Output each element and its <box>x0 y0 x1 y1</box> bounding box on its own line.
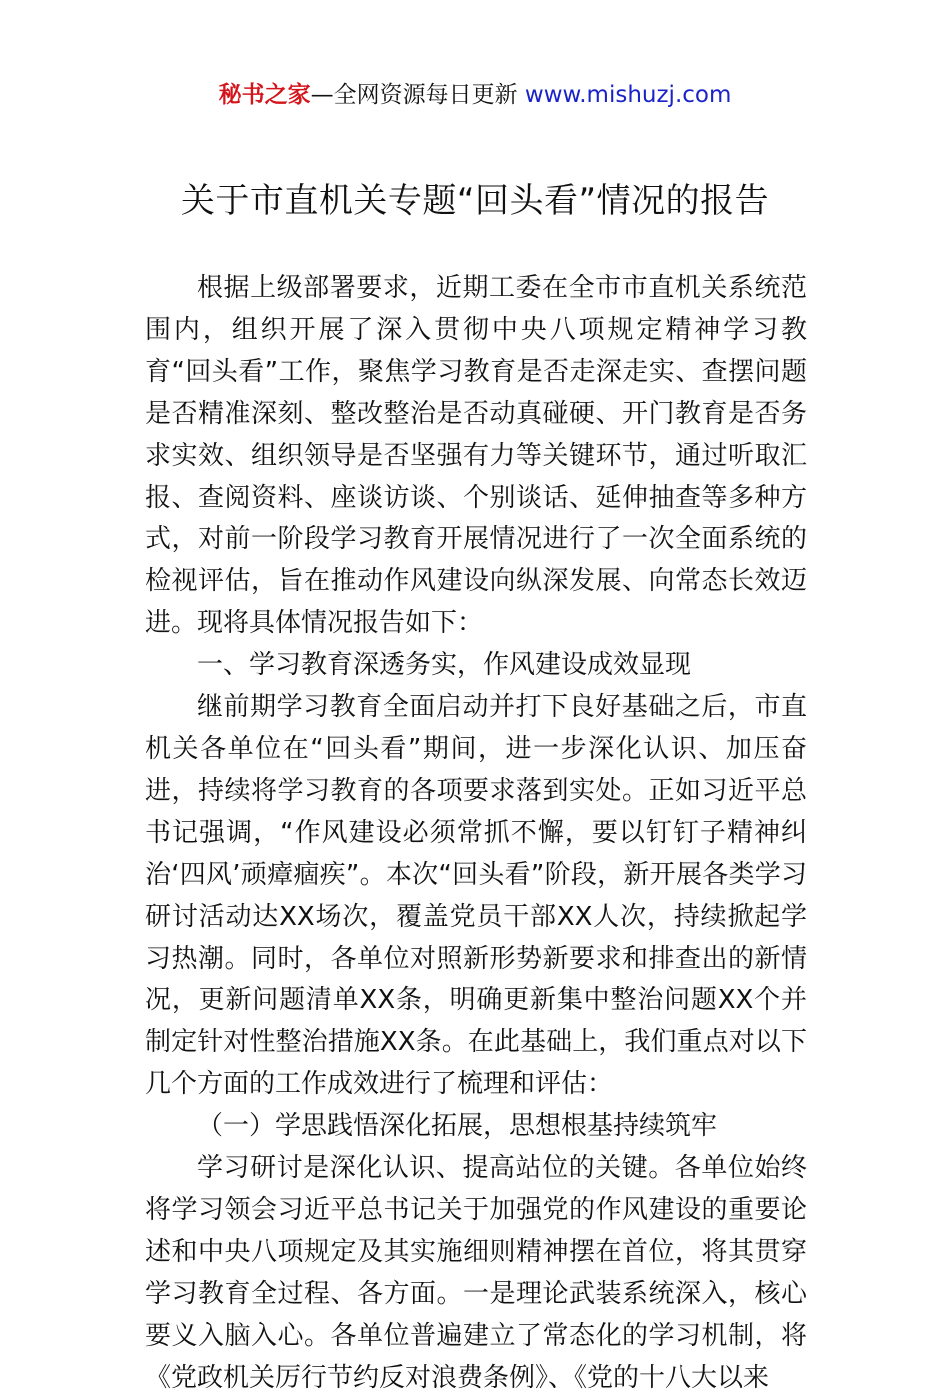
subsection-paragraph-1: 学习研讨是深化认识、提高站位的关键。各单位始终将学习领会习近平总书记关于加强党的作风建设的重要论述和中央八项规定及其实施细则精神摆在首位，将其贯穿学习教育全过程、各方面。一是理论武装系统深入，核心要义入脑入心。各单位普遍建立了常态化的学习机制，将《党政机关厉行节约反对浪费条例》、《党的十八大以来 <box>145 1153 807 1393</box>
site-header <box>0 78 950 112</box>
brand-name: 秘书之家 <box>218 82 311 108</box>
subsection-heading-1: （一）学思践悟深化拓展，思想根基持续筑牢 <box>197 1111 718 1142</box>
document-body <box>145 268 807 1399</box>
document-title: 关于市直机关专题“回头看”情况的报告 <box>180 181 770 221</box>
intro-paragraph: 根据上级部署要求，近期工委在全市市直机关系统范围内，组织开展了深入贯彻中央八项规定精神学习教育“回头看”工作，聚焦学习教育是否走深走实、查摆问题是否精准深刻、整改整治是否动真碰硬、开门教育是否务求实效、组织领导是否坚强有力等关键环节，通过听取汇报、查阅资料、座谈访谈、个别谈话、延伸抽查等多种方式，对前一阶段学习教育开展情况进行了一次全面系统的检视评估，旨在推动作风建设向纵深发展、向常态长效迈进。现将具体情况报告如下： <box>145 273 807 639</box>
section-heading-1: 一、学习教育深透务实，作风建设成效显现 <box>197 650 692 681</box>
site-url-link[interactable]: www.mishuzj.com <box>524 82 732 108</box>
section-paragraph-1: 继前期学习教育全面启动并打下良好基础之后，市直机关各单位在“回头看”期间，进一步深化认识、加压奋进，持续将学习教育的各项要求落到实处。正如习近平总书记强调，“作风建设必须常抓不懈，要以钉钉子精神纠治‘四风’顽瘴痼疾”。本次“回头看”阶段，新开展各类学习研讨活动达XX场次，覆盖党员干部XX人次，持续掀起学习热潮。同时，各单位对照新形势新要求和排查出的新情况，更新问题清单XX条，明确更新集中整治问题XX个并制定针对性整治措施XX条。在此基础上，我们重点对以下几个方面的工作成效进行了梳理和评估： <box>145 692 807 1100</box>
header-tagline: —全网资源每日更新 <box>310 82 525 108</box>
